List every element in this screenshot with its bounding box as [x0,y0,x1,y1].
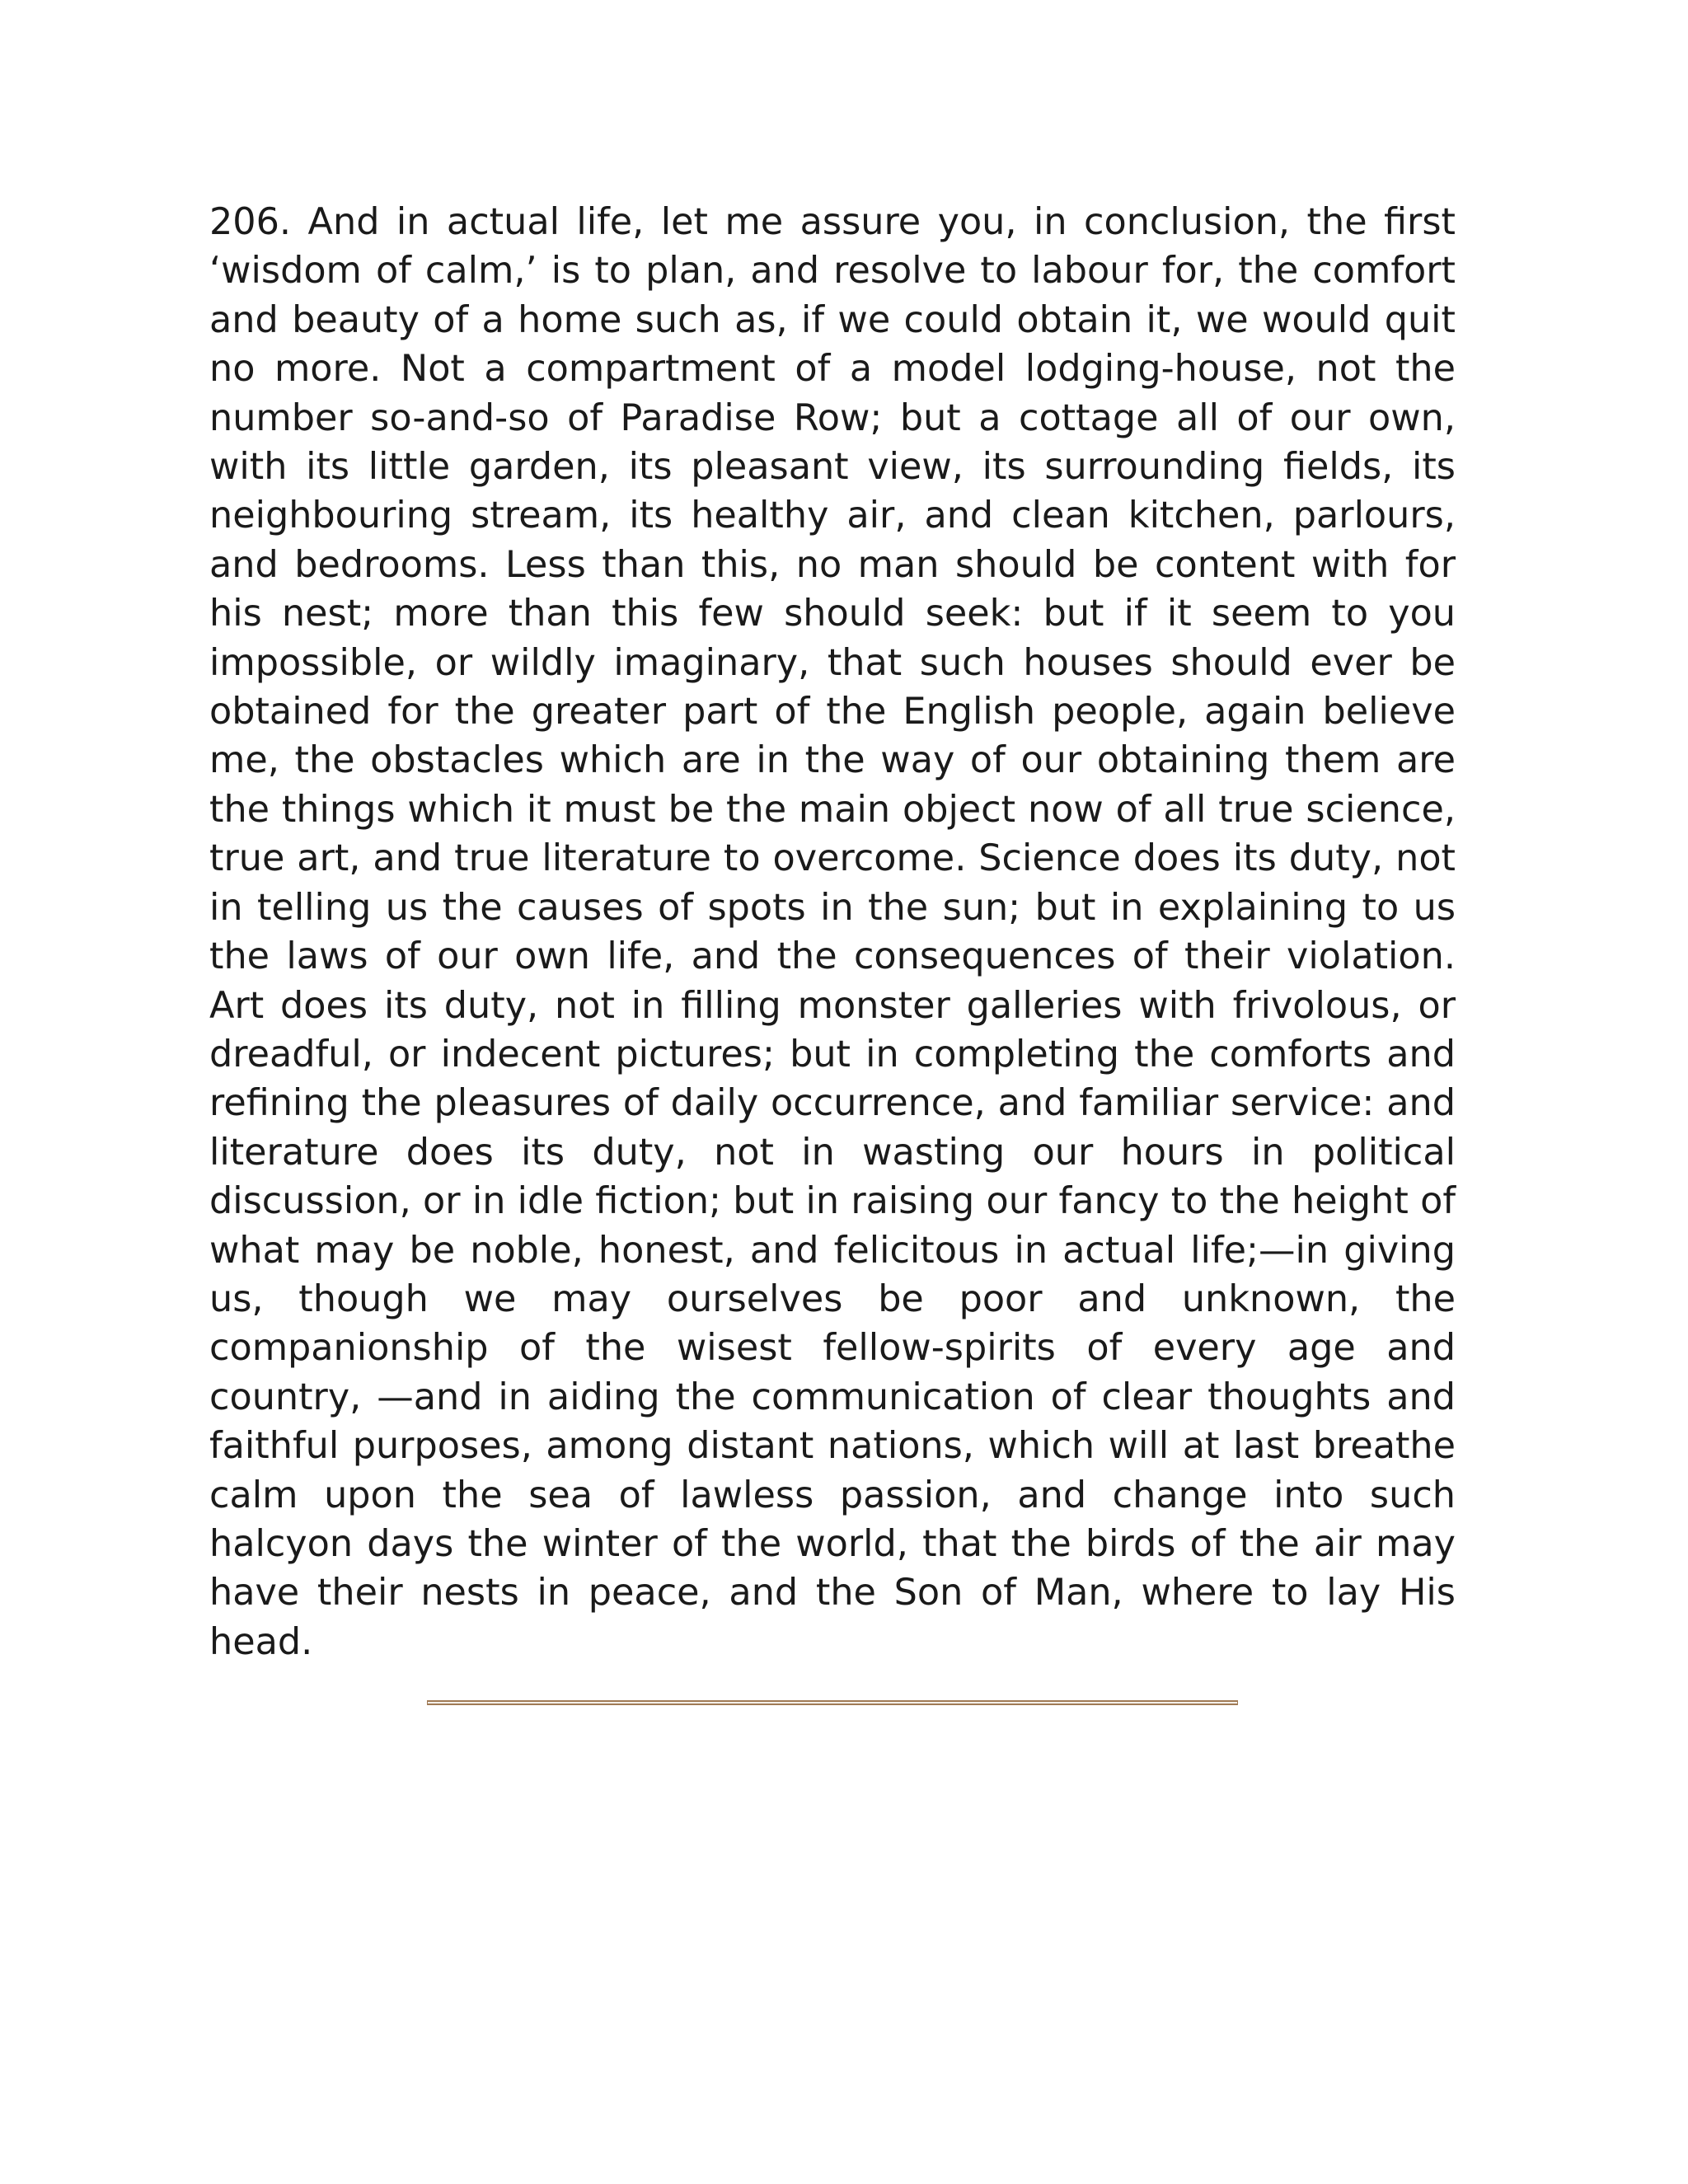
body-paragraph-206: 206. And in actual life, let me assure you, in conclusion, the first ‘wisdom of calm,’ is to plan, and resolve to labour for, the comfort and beauty of a home such as, if we could obtain it, we would quit no more. Not a compartment of a model lodging-house, not the number so-and-so of Paradise Row; but a cottage all of our own, with its little garden, its pleasant view, its surrounding fields, its neighbouring stream, its healthy air, and clean kitchen, parlours, and bedrooms. Less than this, no man should be content with for his nest; more than this few should seek: but if it seem to you impossible, or wildly imaginary, that such houses should ever be obtained for the greater part of the English people, again believe me, the obstacles which are in the way of our obtaining them are the things which it must be the main object now of all true science, true art, and true literature to overcome. Science does its duty, not in telling us the causes of spots in the sun; but in explaining to us the laws of our own life, and the consequences of their violation. Art does its duty, not in filling monster galleries with frivolous, or dreadful, or indecent pictures; but in completing the comforts and refining the pleasures of daily occurrence, and familiar service: and literature does its duty, not in wasting our hours in political discussion, or in idle fiction; but in raising our fancy to the height of what may be noble, honest, and felicitous in actual life;—in giving us, though we may ourselves be poor and unknown, the companionship of the wisest fellow-spirits of every age and country, —and in aiding the communication of clear thoughts and faithful purposes, among distant nations, which will at last breathe calm upon the sea of lawless passion, and change into such halcyon days the winter of the world, that the birds of the air may have their nests in peace, and the Son of Man, where to lay His head. [209,201,1456,1663]
section-divider [427,1700,1238,1705]
